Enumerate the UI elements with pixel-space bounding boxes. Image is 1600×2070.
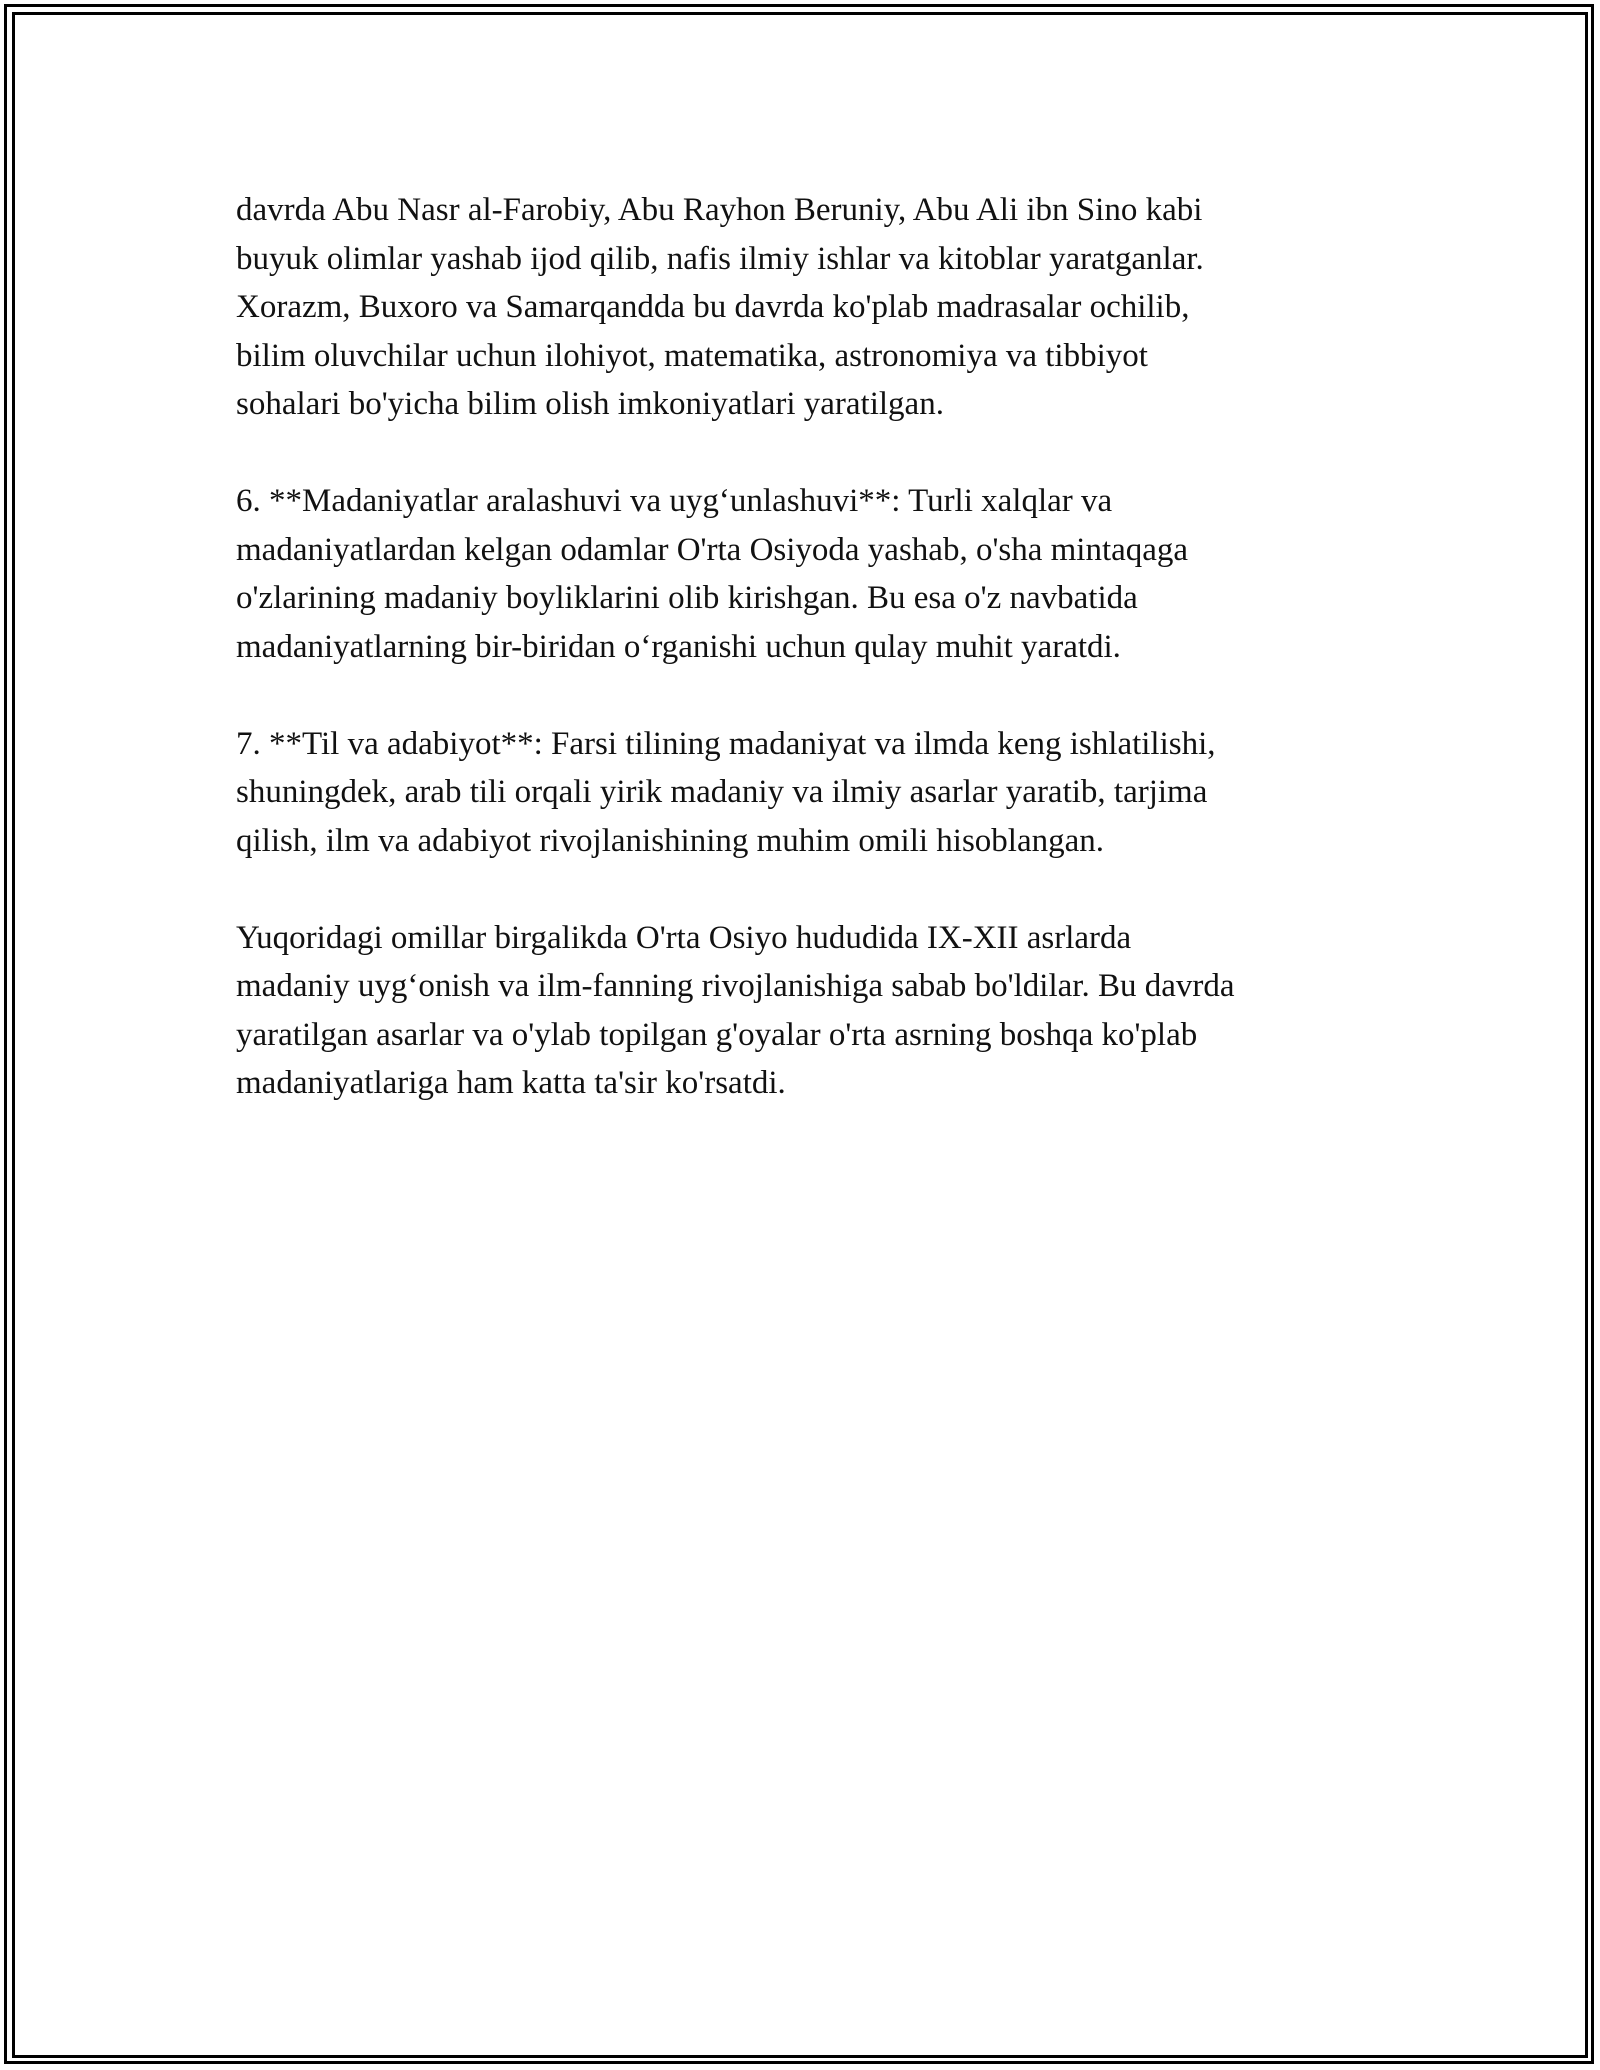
text-line: buyuk olimlar yashab ijod qilib, nafis ilmiy ishlar va kitoblar yaratganlar. [236,240,1204,277]
paragraph-item-7 [236,720,1376,866]
text-line: davrda Abu Nasr al-Farobiy, Abu Rayhon Beruniy, Abu Ali ibn Sino kabi [236,192,1203,228]
text-line: madaniyatlariga ham katta ta'sir ko'rsatdi. [236,1065,786,1101]
document-body [236,186,1376,1156]
text-line: Yuqoridagi omillar birgalikda O'rta Osiyo hududida IX-XII asrlarda [236,919,1132,956]
text-line: qilish, ilm va adabiyot rivojlanishining muhim omili hisoblangan. [236,822,1105,859]
paragraph-conclusion [236,914,1376,1108]
text-line: o'zlarining madaniy boyliklarini olib kirishgan. Bu esa o'z navbatida [236,580,1138,616]
text-line: bilim oluvchilar uchun ilohiyot, matematika, astronomiya va tibbiyot [236,337,1148,374]
text-line: madaniyatlarning bir-biridan oʻrganishi uchun qulay muhit yaratdi. [236,628,1121,665]
text-line: sohalari bo'yicha bilim olish imkoniyatlari yaratilgan. [236,386,944,422]
text-line: 6. **Madaniyatlar aralashuvi va uygʻunlashuvi**: Turli xalqlar va [236,483,1113,519]
text-line: Xorazm, Buxoro va Samarqandda bu davrda ko'plab madrasalar ochilib, [236,289,1190,325]
paragraph-scholars [236,186,1376,429]
text-line: madaniyatlardan kelgan odamlar O'rta Osiyoda yashab, o'sha mintaqaga [236,531,1189,568]
text-line: 7. **Til va adabiyot**: Farsi tilining madaniyat va ilmda keng ishlatilishi, [236,725,1216,762]
paragraph-item-6 [236,477,1376,671]
text-line: shuningdek, arab tili orqali yirik madaniy va ilmiy asarlar yaratib, tarjima [236,774,1208,810]
text-line: madaniy uygʻonish va ilm-fanning rivojlanishiga sabab bo'ldilar. Bu davrda [236,968,1235,1004]
text-line: yaratilgan asarlar va o'ylab topilgan g'oyalar o'rta asrning boshqa ko'plab [236,1016,1198,1053]
